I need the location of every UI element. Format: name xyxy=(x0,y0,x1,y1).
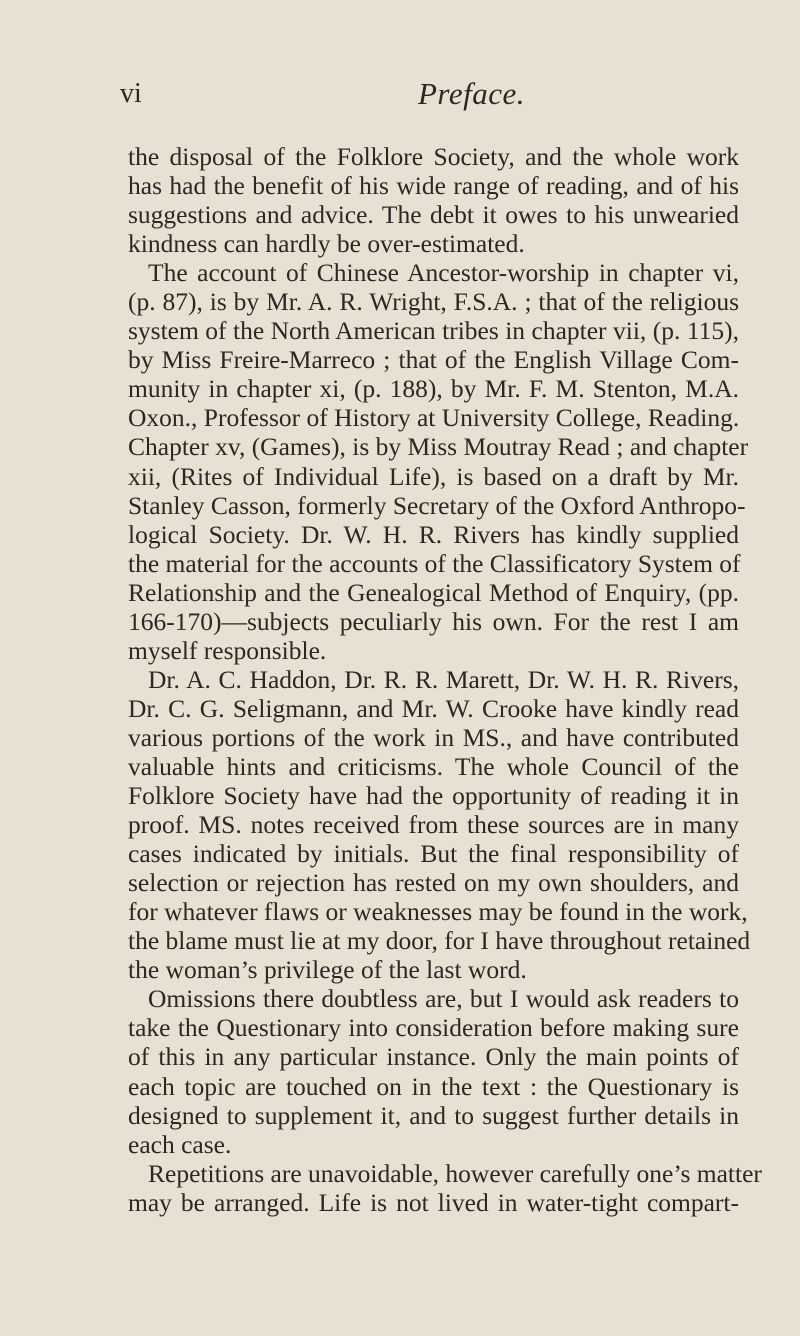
text-line: (p. 87), is by Mr. A. R. Wright, F.S.A. ; that of the religious xyxy=(128,287,739,317)
text-line: cases indicated by initials. But the final responsibility of xyxy=(128,839,739,869)
text-line: valuable hints and criticisms. The whole Council of the xyxy=(128,751,739,781)
text-line: Folklore Society have had the opportunity of reading it in xyxy=(128,781,739,811)
paragraph xyxy=(128,258,749,665)
text-line: may be arranged. Life is not lived in water-tight compart- xyxy=(128,1187,739,1217)
text-line: the woman’s privilege of the last word. xyxy=(128,955,527,985)
text-line: take the Questionary into consideration before making sure xyxy=(128,1013,739,1043)
text-line: each topic are touched on in the text : the Questionary is xyxy=(128,1071,739,1101)
text-line: has had the benefit of his wide range of reading, and of his xyxy=(128,171,739,201)
text-line: The account of Chinese Ancestor-worship in chapter vi, xyxy=(148,258,739,288)
text-line: Repetitions are unavoidable, however carefully one’s matter xyxy=(148,1158,762,1188)
text-line: Dr. A. C. Haddon, Dr. R. R. Marett, Dr. W. H. R. Rivers, xyxy=(148,664,739,694)
text-line: xii, (Rites of Individual Life), is based on a draft by Mr. xyxy=(128,461,739,491)
text-line: selection or rejection has rested on my own shoulders, and xyxy=(128,868,739,898)
paragraph xyxy=(128,142,739,258)
text-line: suggestions and advice. The debt it owes to his unwearied xyxy=(128,200,739,230)
paragraph xyxy=(128,984,739,1158)
text-line: designed to supplement it, and to suggest further details in xyxy=(128,1100,739,1130)
body-text xyxy=(128,142,762,1217)
text-line: 166-170)—subjects peculiarly his own. For the rest I am xyxy=(128,606,739,636)
running-title: Preface. xyxy=(418,76,525,111)
text-line: the blame must lie at my door, for I have throughout retained xyxy=(128,926,751,956)
text-line: logical Society. Dr. W. H. R. Rivers has kindly supplied xyxy=(128,519,739,549)
paragraph xyxy=(128,664,751,985)
text-line: kindness can hardly be over-estimated. xyxy=(128,229,525,259)
text-line: Chapter xv, (Games), is by Miss Moutray Read ; and chapter xyxy=(128,432,749,462)
text-line: the material for the accounts of the Classificatory System of xyxy=(128,548,741,578)
paragraph xyxy=(128,1158,762,1217)
text-line: each case. xyxy=(128,1129,232,1159)
text-line: for whatever flaws or weaknesses may be found in the work, xyxy=(128,897,748,927)
text-line: Oxon., Professor of History at University College, Reading. xyxy=(128,403,740,433)
text-line: Dr. C. G. Seligmann, and Mr. W. Crooke have kindly read xyxy=(128,693,739,723)
text-line: various portions of the work in MS., and have contributed xyxy=(128,722,739,752)
text-line: Relationship and the Genealogical Method of Enquiry, (pp. xyxy=(128,577,739,607)
page-number: vi xyxy=(120,78,142,109)
text-line: system of the North American tribes in chapter vii, (p. 115), xyxy=(128,316,739,346)
text-line: proof. MS. notes received from these sources are in many xyxy=(128,810,739,840)
text-line: munity in chapter xi, (p. 188), by Mr. F. M. Stenton, M.A. xyxy=(128,374,739,404)
text-line: myself responsible. xyxy=(128,635,327,665)
text-line: the disposal of the Folklore Society, and the whole work xyxy=(128,142,739,171)
text-line: Omissions there doubtless are, but I would ask readers to xyxy=(148,984,739,1014)
text-line: Stanley Casson, formerly Secretary of the Oxford Anthropo- xyxy=(128,490,746,520)
text-line: by Miss Freire-Marreco ; that of the English Village Com- xyxy=(128,345,739,375)
text-line: of this in any particular instance. Only the main points of xyxy=(128,1042,739,1072)
